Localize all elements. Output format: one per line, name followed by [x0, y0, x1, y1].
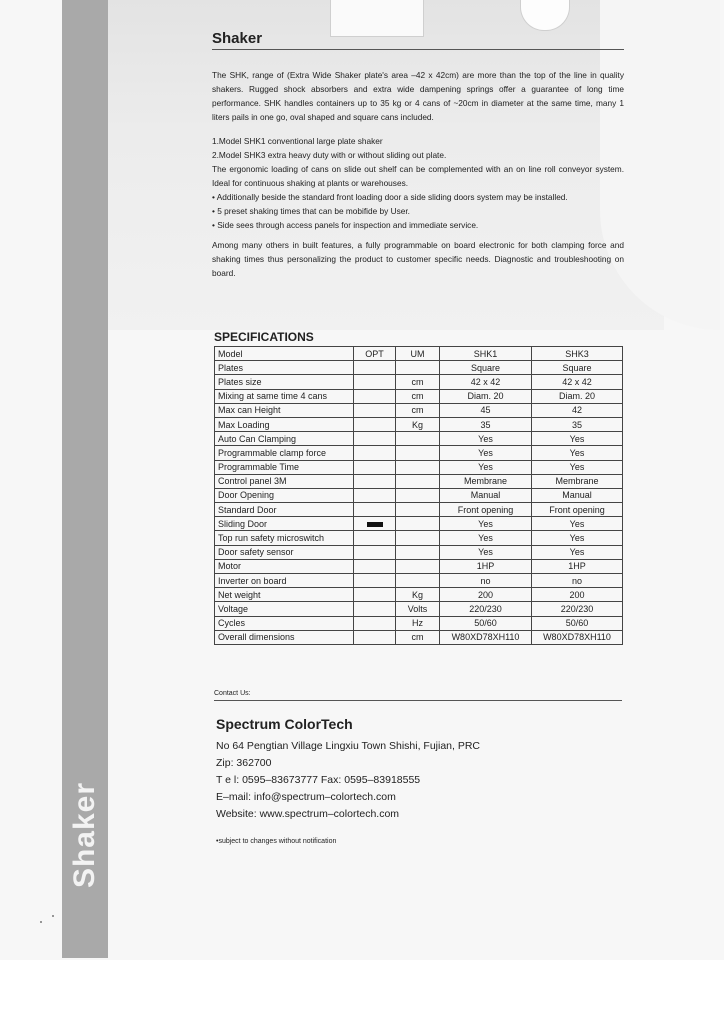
table-cell: Voltage: [215, 602, 354, 616]
table-cell: Square: [440, 361, 532, 375]
table-cell: Membrane: [532, 474, 623, 488]
table-cell: [396, 474, 440, 488]
option-mark: [367, 522, 383, 527]
table-cell: Yes: [532, 460, 623, 474]
table-cell: Cycles: [215, 616, 354, 630]
specifications-table: [214, 346, 623, 645]
website-line[interactable]: Website: www.spectrum–colortech.com: [216, 808, 400, 820]
table-row: [215, 616, 623, 630]
table-cell: Door safety sensor: [215, 545, 354, 559]
table-cell: 42: [532, 403, 623, 417]
table-cell: [354, 361, 396, 375]
table-row: [215, 361, 623, 375]
table-cell: Yes: [440, 545, 532, 559]
table-row: [215, 630, 623, 644]
table-cell: Volts: [396, 602, 440, 616]
table-cell: [354, 417, 396, 431]
table-cell: [396, 432, 440, 446]
table-cell: Yes: [532, 446, 623, 460]
table-row: [215, 432, 623, 446]
section-title: Shaker: [212, 30, 624, 50]
table-cell: [354, 446, 396, 460]
list-item: • Additionally beside the standard front loading door a side sliding doors system may be installed.: [212, 192, 568, 202]
address-line: No 64 Pengtian Village Lingxiu Town Shishi, Fujian, PRC: [216, 740, 481, 752]
scan-speck: [52, 915, 54, 917]
table-cell: cm: [396, 630, 440, 644]
table-row: [215, 503, 623, 517]
contact-divider: [214, 700, 622, 701]
table-cell: SHK1: [440, 347, 532, 361]
table-cell: 200: [440, 588, 532, 602]
table-cell: 220/230: [532, 602, 623, 616]
table-cell: [396, 531, 440, 545]
table-cell: [396, 446, 440, 460]
table-cell: no: [440, 574, 532, 588]
table-cell: [354, 432, 396, 446]
table-cell: [354, 630, 396, 644]
table-cell: [354, 531, 396, 545]
contact-details: [216, 738, 480, 823]
table-row: [215, 588, 623, 602]
list-item: 2.Model SHK3 extra heavy duty with or without sliding out plate.: [212, 150, 447, 160]
table-cell: Manual: [532, 488, 623, 502]
table-cell: [396, 361, 440, 375]
table-cell: Membrane: [440, 474, 532, 488]
table-header-row: [215, 347, 623, 361]
closing-paragraph: Among many others in built features, a fully programmable on board electronic for both clamping force and shaking times thus personalizing the product to customer specific needs. Diagnostic and troubleshooting on board.: [212, 240, 624, 278]
table-cell: [354, 545, 396, 559]
table-cell: no: [532, 574, 623, 588]
table-cell: [354, 403, 396, 417]
table-cell: Hz: [396, 616, 440, 630]
table-cell: W80XD78XH110: [532, 630, 623, 644]
table-cell: [396, 574, 440, 588]
table-cell: [354, 517, 396, 531]
table-cell: 45: [440, 403, 532, 417]
table-row: [215, 417, 623, 431]
zip-line: Zip: 362700: [216, 757, 272, 769]
table-cell: [354, 602, 396, 616]
table-row: [215, 531, 623, 545]
intro-paragraph: The SHK, range of (Extra Wide Shaker plate's area –42 x 42cm) are more than the top of the line in quality shakers. Rugged shock absorbers and extra wide dampening springs offer a guarantee of long time performance. SHK handles containers up to 35 kg or 4 cans of ~20cm in diameter at the same time, many 1 liters pails in one go, oval shaped and square cans included.: [212, 70, 624, 122]
table-cell: Mixing at same time 4 cans: [215, 389, 354, 403]
table-cell: Programmable Time: [215, 460, 354, 474]
table-cell: 200: [532, 588, 623, 602]
table-row: [215, 446, 623, 460]
table-cell: [396, 488, 440, 502]
table-cell: 35: [532, 417, 623, 431]
table-cell: 42 x 42: [440, 375, 532, 389]
description-section: [212, 30, 624, 280]
table-cell: [354, 503, 396, 517]
table-cell: Manual: [440, 488, 532, 502]
footnote: •subject to changes without notification: [216, 838, 337, 845]
phone-fax-line: T e l: 0595–83673777 Fax: 0595–83918555: [216, 774, 421, 786]
table-cell: Diam. 20: [532, 389, 623, 403]
table-cell: Top run safety microswitch: [215, 531, 354, 545]
table-cell: Yes: [532, 432, 623, 446]
table-cell: Yes: [532, 545, 623, 559]
table-cell: [354, 460, 396, 474]
table-cell: Kg: [396, 417, 440, 431]
table-row: [215, 559, 623, 573]
table-cell: Max Loading: [215, 417, 354, 431]
table-cell: Diam. 20: [440, 389, 532, 403]
sidebar-label-text: Shaker: [68, 781, 102, 889]
table-cell: 50/60: [532, 616, 623, 630]
table-cell: SHK3: [532, 347, 623, 361]
sidebar-label: [64, 760, 106, 910]
table-cell: [396, 460, 440, 474]
contact-label: Contact Us:: [214, 690, 251, 697]
table-cell: Standard Door: [215, 503, 354, 517]
table-cell: Control panel 3M: [215, 474, 354, 488]
table-row: [215, 545, 623, 559]
table-row: [215, 474, 623, 488]
table-cell: 42 x 42: [532, 375, 623, 389]
scan-speck: [40, 921, 42, 923]
table-cell: Front opening: [532, 503, 623, 517]
table-cell: Plates: [215, 361, 354, 375]
table-cell: [396, 517, 440, 531]
table-cell: Yes: [532, 517, 623, 531]
table-cell: cm: [396, 389, 440, 403]
table-cell: Yes: [532, 531, 623, 545]
table-cell: [396, 503, 440, 517]
table-cell: Auto Can Clamping: [215, 432, 354, 446]
table-cell: 1HP: [440, 559, 532, 573]
table-row: [215, 602, 623, 616]
list-item: • 5 preset shaking times that can be mobifide by User.: [212, 206, 410, 216]
email-line[interactable]: E–mail: info@spectrum–colortech.com: [216, 791, 396, 803]
table-cell: Front opening: [440, 503, 532, 517]
table-cell: OPT: [354, 347, 396, 361]
table-cell: Overall dimensions: [215, 630, 354, 644]
table-cell: Net weight: [215, 588, 354, 602]
table-cell: 220/230: [440, 602, 532, 616]
table-row: [215, 389, 623, 403]
table-cell: [354, 616, 396, 630]
table-cell: Plates size: [215, 375, 354, 389]
table-cell: Yes: [440, 460, 532, 474]
table-cell: W80XD78XH110: [440, 630, 532, 644]
table-cell: Yes: [440, 517, 532, 531]
table-row: [215, 375, 623, 389]
table-cell: [354, 375, 396, 389]
table-cell: 35: [440, 417, 532, 431]
table-cell: Sliding Door: [215, 517, 354, 531]
table-cell: Kg: [396, 588, 440, 602]
table-cell: [396, 559, 440, 573]
feature-list: [212, 134, 624, 232]
table-cell: [354, 588, 396, 602]
table-cell: cm: [396, 403, 440, 417]
table-cell: Square: [532, 361, 623, 375]
table-row: [215, 517, 623, 531]
table-cell: Max can Height: [215, 403, 354, 417]
table-row: [215, 488, 623, 502]
table-cell: Yes: [440, 531, 532, 545]
company-name: Spectrum ColorTech: [216, 716, 353, 732]
table-cell: Door Opening: [215, 488, 354, 502]
table-cell: 1HP: [532, 559, 623, 573]
table-cell: [354, 488, 396, 502]
table-cell: [396, 545, 440, 559]
table-cell: UM: [396, 347, 440, 361]
table-cell: Yes: [440, 446, 532, 460]
table-cell: [354, 389, 396, 403]
table-cell: Model: [215, 347, 354, 361]
table-row: [215, 460, 623, 474]
table-cell: 50/60: [440, 616, 532, 630]
table-cell: Yes: [440, 432, 532, 446]
list-item: 1.Model SHK1 conventional large plate shaker: [212, 136, 383, 146]
table-cell: Inverter on board: [215, 574, 354, 588]
table-cell: Programmable clamp force: [215, 446, 354, 460]
table-cell: cm: [396, 375, 440, 389]
list-item: The ergonomic loading of cans on slide out shelf can be complemented with an on line roll conveyor system. Ideal for continuous shaking at plants or warehouses.: [212, 164, 624, 188]
specifications-title: SPECIFICATIONS: [214, 330, 314, 344]
table-row: [215, 574, 623, 588]
list-item: • Side sees through access panels for inspection and immediate service.: [212, 220, 479, 230]
table-cell: [354, 559, 396, 573]
table-cell: [354, 574, 396, 588]
table-row: [215, 403, 623, 417]
table-cell: [354, 474, 396, 488]
table-cell: Motor: [215, 559, 354, 573]
